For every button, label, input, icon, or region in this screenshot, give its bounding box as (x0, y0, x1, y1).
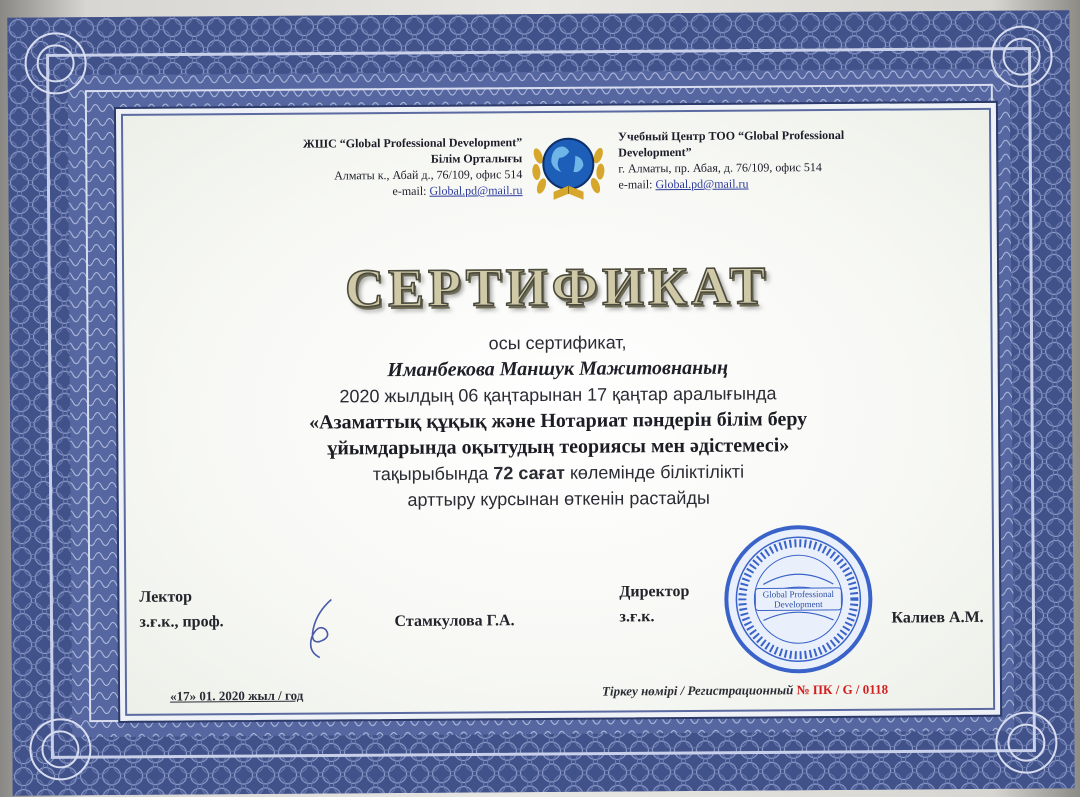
stamp-text-1: Global Professional (762, 588, 835, 600)
director-name: Калиев А.М. (891, 608, 984, 627)
globe-logo-icon (529, 126, 608, 209)
org-center-ru: Development” (618, 144, 692, 160)
director-block (619, 579, 689, 629)
registration-label: Тіркеу нөмірі / Регистрационный (601, 682, 794, 699)
recipient-name: Иманбекова Маншук Мажитовнаның (387, 356, 729, 382)
stamp-text-2: Development (774, 599, 823, 610)
official-stamp-icon (723, 524, 874, 675)
registration (602, 682, 888, 700)
director-title: Директор (619, 582, 690, 601)
org-name-kz: ЖШС “Global Professional Development” (302, 135, 523, 151)
hours-value: 72 сағат (493, 462, 566, 484)
lector-signature-icon (297, 593, 347, 663)
hours-line: тақырыбында 72 сағат көлемінде біліктілікті (372, 461, 745, 485)
email-link-ru[interactable]: Global.pd@mail.ru (655, 176, 749, 192)
issue-date: «17» 01. 2020 жыл / год (169, 687, 304, 704)
certificate-body (114, 101, 1002, 723)
email-kz: e-mail: Global.pd@mail.ru (392, 183, 523, 199)
lector-name: Стамкулова Г.А. (394, 612, 515, 631)
org-name-ru: Учебный Центр ТОО “Global Professional (618, 127, 845, 144)
certificate-title: СЕРТИФИКАТ (344, 255, 770, 319)
certificate (7, 10, 1074, 795)
period-line: 2020 жылдың 06 қаңтарынан 17 қаңтар аралығында (339, 383, 777, 407)
lector-degree: з.ғ.к., проф. (139, 613, 224, 631)
header-left (236, 134, 522, 200)
intro-line: осы сертификат, (488, 332, 627, 354)
email-ru: e-mail: Global.pd@mail.ru (618, 176, 749, 192)
certificate-text (118, 327, 999, 515)
email-link-kz[interactable]: Global.pd@mail.ru (429, 183, 523, 198)
lector-block (139, 584, 223, 635)
course-title-line-1: «Азаматтық құқық және Нотариат пәндерін білім беру (309, 408, 808, 434)
header-right (618, 126, 918, 192)
address-kz: Алматы к., Абай д., 76/109, офис 514 (334, 167, 523, 183)
address-ru: г. Алматы, пр. Абая, д. 76/109, офис 514 (618, 160, 822, 176)
director-degree: з.ғ.к. (619, 608, 655, 626)
registration-number: № ПК / G / 0118 (796, 681, 889, 698)
lector-title: Лектор (139, 588, 193, 606)
course-title-line-2: ұйымдарында оқытудың теориясы мен әдістемесі» (327, 434, 790, 460)
org-center-kz: Білім Орталығы (430, 151, 523, 166)
closing-line: арттыру курсынан өткенін растайды (407, 487, 710, 510)
